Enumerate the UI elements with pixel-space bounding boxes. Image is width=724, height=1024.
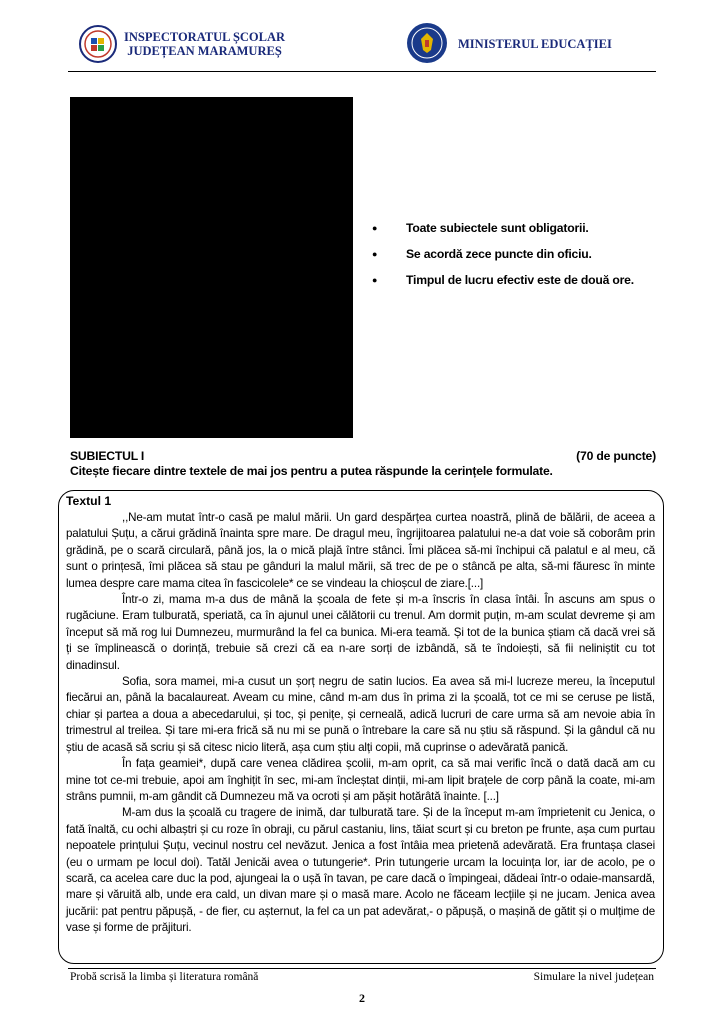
- instruction-item: ● Timpul de lucru efectiv este de două ore.: [372, 271, 634, 297]
- section-instruction: Citește fiecare dintre textele de mai jos pentru a putea răspunde la cerințele formulate.: [70, 464, 553, 478]
- footer-exam: Simulare la nivel județean: [533, 971, 654, 983]
- paragraph: Sofia, sora mamei, mi-a cusut un șorț negru de satin lucios. Ea avea să mi-l lucreze mereu, la începutul fiecărui an, până la bacalaureat. Aveam cu mine, când m-am dus în prima zi la școală, tot ce mi se ceruse pe listă, chiar și partea a doua a abecedarului, și toc, și penițe, și cerneală, adică lucruri de care urma să am nevoie abia în trimestrul al treilea. Și tare mi-era frică să nu mi se pună o întrebare la care să nu știu să răspund. Și la gândul că nu știu de acasă să scriu și să citesc nicio literă, așa cum știu alți copii, mă cuprinse o adevărată panică.: [66, 675, 655, 754]
- paragraph: În fața geamiei*, după care venea clădirea școlii, m-am oprit, ca să mai verific încă o dată dacă am cu mine tot ce-mi trebuie, apoi am înghițit în sec, mi-am încleștat dinții, mi-am lipit brațele de corp până la coate, mi-am strâns pumnii, m-am gândit că Dumnezeu mă va ocroti și am pășit hotărâtă înainte. [...]: [66, 757, 655, 803]
- section-title: SUBIECTUL I: [70, 449, 145, 463]
- page-number: 2: [359, 991, 365, 1005]
- isj-logo-icon: [78, 24, 118, 64]
- footer-divider: [68, 968, 656, 969]
- isj-line1: INSPECTORATUL ȘCOLAR: [124, 30, 286, 44]
- ministry-name: MINISTERUL EDUCAȚIEI: [458, 37, 612, 51]
- isj-name: [124, 30, 285, 58]
- page-header: [74, 14, 658, 70]
- instruction-item: ● Toate subiectele sunt obligatorii.: [372, 219, 634, 245]
- isj-line2: JUDEȚEAN MARAMUREȘ: [127, 44, 282, 58]
- header-divider: [68, 71, 656, 72]
- paragraph: ,,Ne-am mutat într-o casă pe malul mării. Un gard despărțea curtea noastră, plină de bălării, de aceea a palatului Șuțu, a cărui grădină înainta spre mare. De dragul meu, îngrijitoarea palatului ne-a dat voie să coborâm prin grădină, pe o scară circulară, până jos, la o mică plajă între stânci. Îmi plăcea să-mi închipui că palatul e al meu, că sunt o prințesă, îmi plăcea să stau pe gânduri la malul mării, să trec de pe o stâncă pe alta, să-mi făuresc în minte lumea despre care mama citea în fascicolele* ce se vindeau la chioșcul de ziare.[...]: [66, 511, 655, 590]
- redacted-area: [70, 97, 353, 438]
- instruction-item: ● Se acordă zece puncte din oficiu.: [372, 245, 634, 271]
- text-body: [66, 510, 655, 937]
- text-title: Textul 1: [66, 494, 112, 508]
- exam-instructions: [372, 219, 634, 297]
- footer-subject: Probă scrisă la limba și literatura română: [70, 971, 259, 983]
- section-heading: [70, 449, 656, 463]
- paragraph: M-am dus la școală cu tragere de inimă, dar tulburată tare. Și de la început m-am împrietenit cu Jenica, o fată înaltă, cu ochi albaștri și cu roze în obraji, cu părul castaniu, lins, tăiat scurt și cu breton pe frunte, așa cum purtau nepoatele prințului Șuțu, vecinul nostru cel nevăzut. Jenica a fost întâia mea prietenă adevărată. Era fruntașa clasei (eu o urmam pe locul doi). Tatăl Jenicăi avea o tutungerie*. Prin tutungerie urcam la locuința lor, iar de acolo, pe o scară, ca acelea care duc la pod, ajungeai la o ușă în tavan, pe care dacă o împingeai, dădeai într-o odaie-mansardă, mare și văruită alb, unde era cald, un divan mare și o masă mare. Acolo ne făceam lecțiile și ne jucam. Jenica avea jucării: pat pentru păpușă, - de fier, cu așternut, la fel ca un pat adevărat,- o păpușă, o mașină de gătit și o mulțime de vase și forme de prăjituri.: [66, 806, 655, 935]
- paragraph: Într-o zi, mama m-a dus de mână la școala de fete și m-a înscris în clasa întâi. În ascuns am spus o rugăciune. Eram tulburată, speriată, ca în ajunul unei călătorii cu trenul. Am dormit puțin, m-am sculat devreme și am început să mă rog lui Dumnezeu, murmurând la fel ca bunica. Mi-era teamă. Și tot de la bunica știam că dacă vrei să ți se împlinească o dorință, trebuie să crezi că ea n-are sorți de izbândă, să te îndoiești, să fii neliniștit cu tot dinadinsul.: [66, 593, 655, 672]
- section-points: (70 de puncte): [576, 449, 656, 463]
- government-seal-icon: [406, 22, 448, 64]
